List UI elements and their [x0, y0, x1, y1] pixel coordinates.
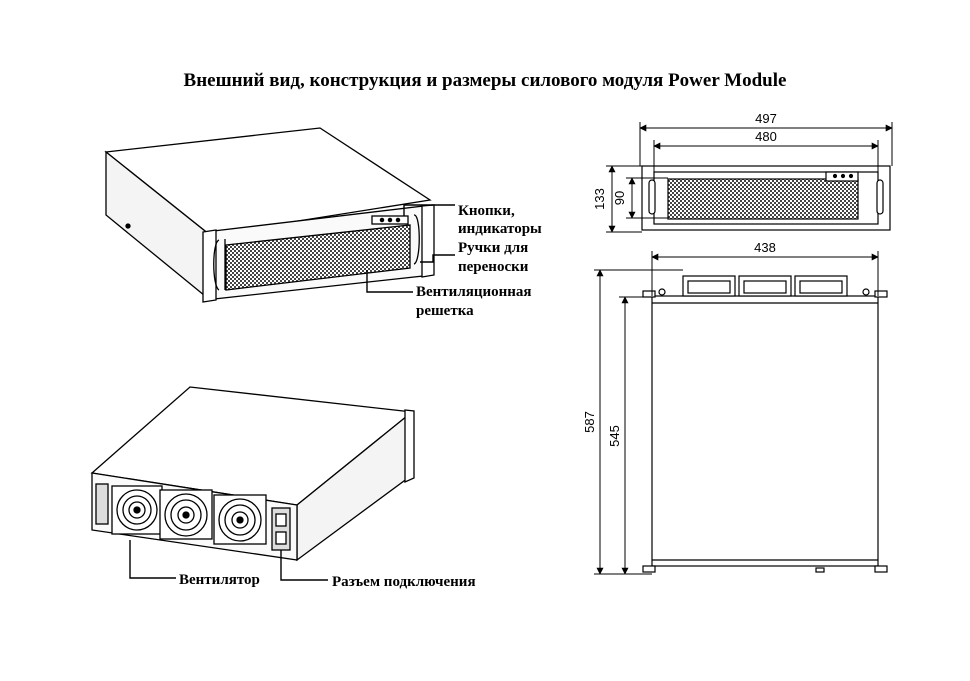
label-handles-line2: переноски — [458, 259, 529, 275]
dim-top-body-depth: 545 — [607, 425, 622, 447]
dim-top-total-depth: 587 — [582, 411, 597, 433]
label-grille-line1: Вентиляционная — [416, 284, 532, 300]
handle-icon — [739, 276, 791, 296]
label-connector: Разъем подключения — [332, 574, 476, 590]
fan-icon — [214, 495, 266, 544]
diagram-title: Внешний вид, конструкция и размеры силового модуля Power Module — [183, 70, 787, 91]
rear-isometric-view — [92, 387, 414, 560]
fan-icon — [112, 486, 162, 534]
handle-icon — [795, 276, 847, 296]
dim-front-body-height: 90 — [612, 190, 627, 206]
label-fan: Вентилятор — [179, 572, 260, 588]
connector-icon — [96, 484, 108, 524]
dim-front-total-height: 133 — [592, 188, 607, 210]
handle-icon — [683, 276, 735, 296]
dim-front-total-width: 497 — [755, 111, 777, 126]
top-orthographic-view — [643, 276, 887, 572]
dim-front-body-width: 480 — [755, 129, 777, 144]
dim-top-width: 438 — [754, 240, 776, 255]
label-handles-line1: Ручки для — [458, 240, 529, 256]
label-buttons-line2: индикаторы — [458, 221, 542, 237]
label-buttons-line1: Кнопки, — [458, 203, 515, 219]
screw-icon — [126, 224, 130, 228]
front-isometric-view — [106, 128, 434, 302]
front-orthographic-view — [642, 166, 890, 230]
label-grille-line2: решетка — [416, 303, 474, 319]
fan-icon — [160, 490, 212, 539]
